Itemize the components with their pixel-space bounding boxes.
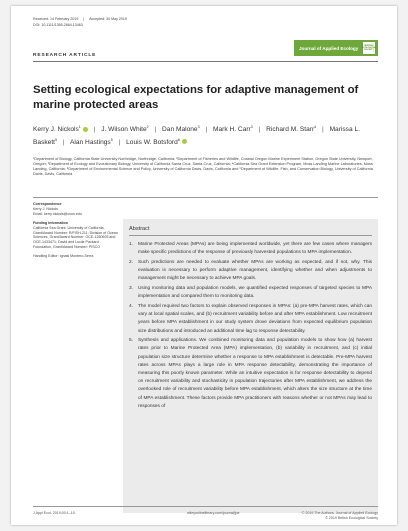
author-separator: |	[118, 138, 121, 146]
correspondence-name: Kerry J. Nickols	[33, 206, 58, 211]
footer-citation: J Appl Ecol. 2019;00:1–10.	[33, 511, 76, 515]
footer-copyright	[301, 511, 378, 520]
affiliation-marker: 2	[146, 124, 149, 129]
abstract-item-text: The model required two factors to explain observed responses in MPAs: (a) pre-MPA harvest rates, which can vary at local spatial scales, and (b) recruitment variability before and after MPA establishment. Low recruitment years before MPA establishment in our study system drove deviations from expected equilibrium population size distributions and introduced an additional time lag to response detectability.	[138, 303, 372, 334]
abstract-item-number: 2.	[129, 259, 133, 265]
funding-block	[33, 221, 118, 250]
author-list	[33, 124, 373, 149]
correspondence-block	[33, 202, 118, 217]
author-name: Marissa L. Baskett	[33, 126, 360, 146]
funding-heading: Funding information	[33, 220, 68, 225]
affiliation-marker: 3	[250, 124, 253, 129]
affiliations: ¹Department of Biology, California State University Northridge, Northridge, California; ²Department of Fisheries and Wildlife, Coastal Oregon Marine Experiment Station, Oregon State University, Newport, Oregon; ³Department of Ecology and Evolutionary Biology, University of California Santa Cruz, Santa Cruz, California; ⁴California Sea Grant Extension Program, Moss Landing Marine Laboratories, Moss Landing, California; ⁵Department of Environmental Science and Policy, University of California Davis, Davis, California and ⁶Department of Wildlife, Fish, and Conservation Biology, University of California Davis, Davis, California	[33, 157, 373, 177]
author[interactable]	[126, 139, 187, 146]
handling-editor: Handling Editor: Ignasi Montero-Serra	[33, 254, 94, 259]
author-name: Richard M. Starr	[266, 126, 315, 133]
author-name: Louis W. Botsford	[126, 138, 178, 146]
affiliation-marker: 6	[177, 137, 180, 142]
author[interactable]	[162, 126, 200, 133]
author-name: J. Wilson White	[101, 126, 147, 133]
author-name: Kerry J. Nickols	[33, 126, 79, 133]
author-separator: |	[322, 126, 324, 133]
author-name: Alan Hastings	[70, 138, 111, 146]
abstract-item-number: 5.	[129, 338, 133, 344]
footer-divider	[33, 506, 378, 507]
accepted-date: Accepted: 30 May 2019	[89, 17, 127, 21]
abstract-item-text: Such predictions are needed to evaluate whether MPAs are working as expected, and if not, why. This evaluation is necessary to perform adaptive management, identifying whether and when adjustments to management might be necessary to achieve MPA goals.	[138, 259, 372, 282]
abstract-divider	[129, 235, 372, 236]
affiliation-marker: 4	[314, 124, 317, 129]
abstract-item-number: 4.	[129, 303, 133, 309]
author-separator: |	[154, 126, 157, 133]
abstract-item-text: Synthesis and applications. We combined monitoring data and population models to show how (a) harvest rates prior to Marine Protected Area (MPA) implementation, (b) variability in recruitment, and (c) initial population size structure determine whether a response to MPA establishment is detectable. Pre-MPA harvest rates across MPAs plays a large role in MPA response detectability, demonstrating the importance of measuring this poorly known parameter. While an intuitive expectation is for response detectability to depend on recruitment variability and stochasticity in population trajectories after MPA establishment, we address the overlooked role of recruitment variability before MPA establishment, which alters the size structure at the time of MPA establishment. These factors provide MPA practitioners with reasons whether or not MPAs may lead to responses of	[138, 338, 372, 409]
abstract-box	[123, 219, 378, 513]
abstract-item	[129, 285, 372, 301]
affiliation-marker: 5	[110, 137, 113, 142]
footer-journal-url[interactable]: wileyonlinelibrary.com/journal/jpe	[187, 511, 240, 515]
received-date: Received: 14 February 2019	[33, 17, 79, 21]
article-dates	[33, 17, 127, 21]
journal-logo	[294, 40, 378, 56]
author-separator: |	[258, 126, 261, 133]
author[interactable]	[33, 126, 88, 133]
orcid-icon[interactable]	[182, 139, 187, 144]
author-name: Mark H. Carr	[213, 126, 251, 133]
author-separator: |	[62, 138, 65, 146]
abstract-item-number: 1.	[129, 242, 133, 247]
article-page	[11, 6, 397, 525]
abstract-item-text: Marine Protected Areas (MPAs) are being implemented worldwide, yet there are few cases where managers make specific predictions of the response of previously harvested populations to MPA implementation.	[138, 242, 372, 256]
author[interactable]	[213, 126, 253, 133]
affiliation-marker: 5	[55, 137, 57, 142]
abstract-item-text: Using monitoring data and population models, we quantified expected responses of targeted species to MPA implementation and compared them to monitoring data.	[138, 286, 372, 300]
doi-link[interactable]: DOI: 10.1111/1365-2664.13463	[33, 23, 83, 27]
correspondence-heading: Correspondence	[33, 202, 62, 206]
correspondence-email[interactable]: Email: kerry.nickols@csun.edu	[33, 211, 82, 216]
article-title: Setting ecological expectations for adaptive management of marine protected areas	[33, 84, 359, 111]
copyright-line: © 2019 British Ecological Society	[325, 515, 378, 520]
abstract-item	[129, 259, 372, 284]
author[interactable]	[101, 126, 148, 133]
header-divider	[33, 61, 378, 62]
author-name: Dan Malone	[162, 126, 198, 133]
affiliation-marker: 1	[78, 124, 81, 129]
author-separator: |	[93, 126, 96, 133]
society-seal-icon: BRITISH ECOLOGICAL SOCIETY	[363, 42, 375, 54]
journal-name: Journal of Applied Ecology	[299, 45, 359, 51]
copyright-line: © 2019 The Authors. Journal of Applied Ecology	[301, 511, 378, 515]
affiliation-divider	[33, 197, 378, 198]
abstract-list	[129, 241, 372, 413]
abstract-item	[129, 337, 372, 411]
article-sidebar	[33, 202, 118, 263]
author-separator: |	[205, 126, 208, 133]
date-separator: |	[83, 17, 85, 21]
affiliation-marker: 3	[197, 124, 200, 129]
author[interactable]	[70, 139, 113, 146]
orcid-icon[interactable]	[83, 127, 88, 132]
funding-text: California Sea Grant, University of California, Grant/Award Number: R/FISH-211; Division of Ocean Sciences, Grant/Award Number: OCE-1260693 and OCE-1433471; David and Lucile Packard Foundation, Grant/Award Number: PISCO	[33, 225, 118, 250]
abstract-item	[129, 241, 372, 257]
abstract-heading: Abstract	[129, 226, 150, 232]
article-type: RESEARCH ARTICLE	[33, 53, 97, 58]
abstract-item	[129, 303, 372, 336]
abstract-item-number: 3.	[129, 286, 133, 292]
author[interactable]	[266, 126, 316, 133]
